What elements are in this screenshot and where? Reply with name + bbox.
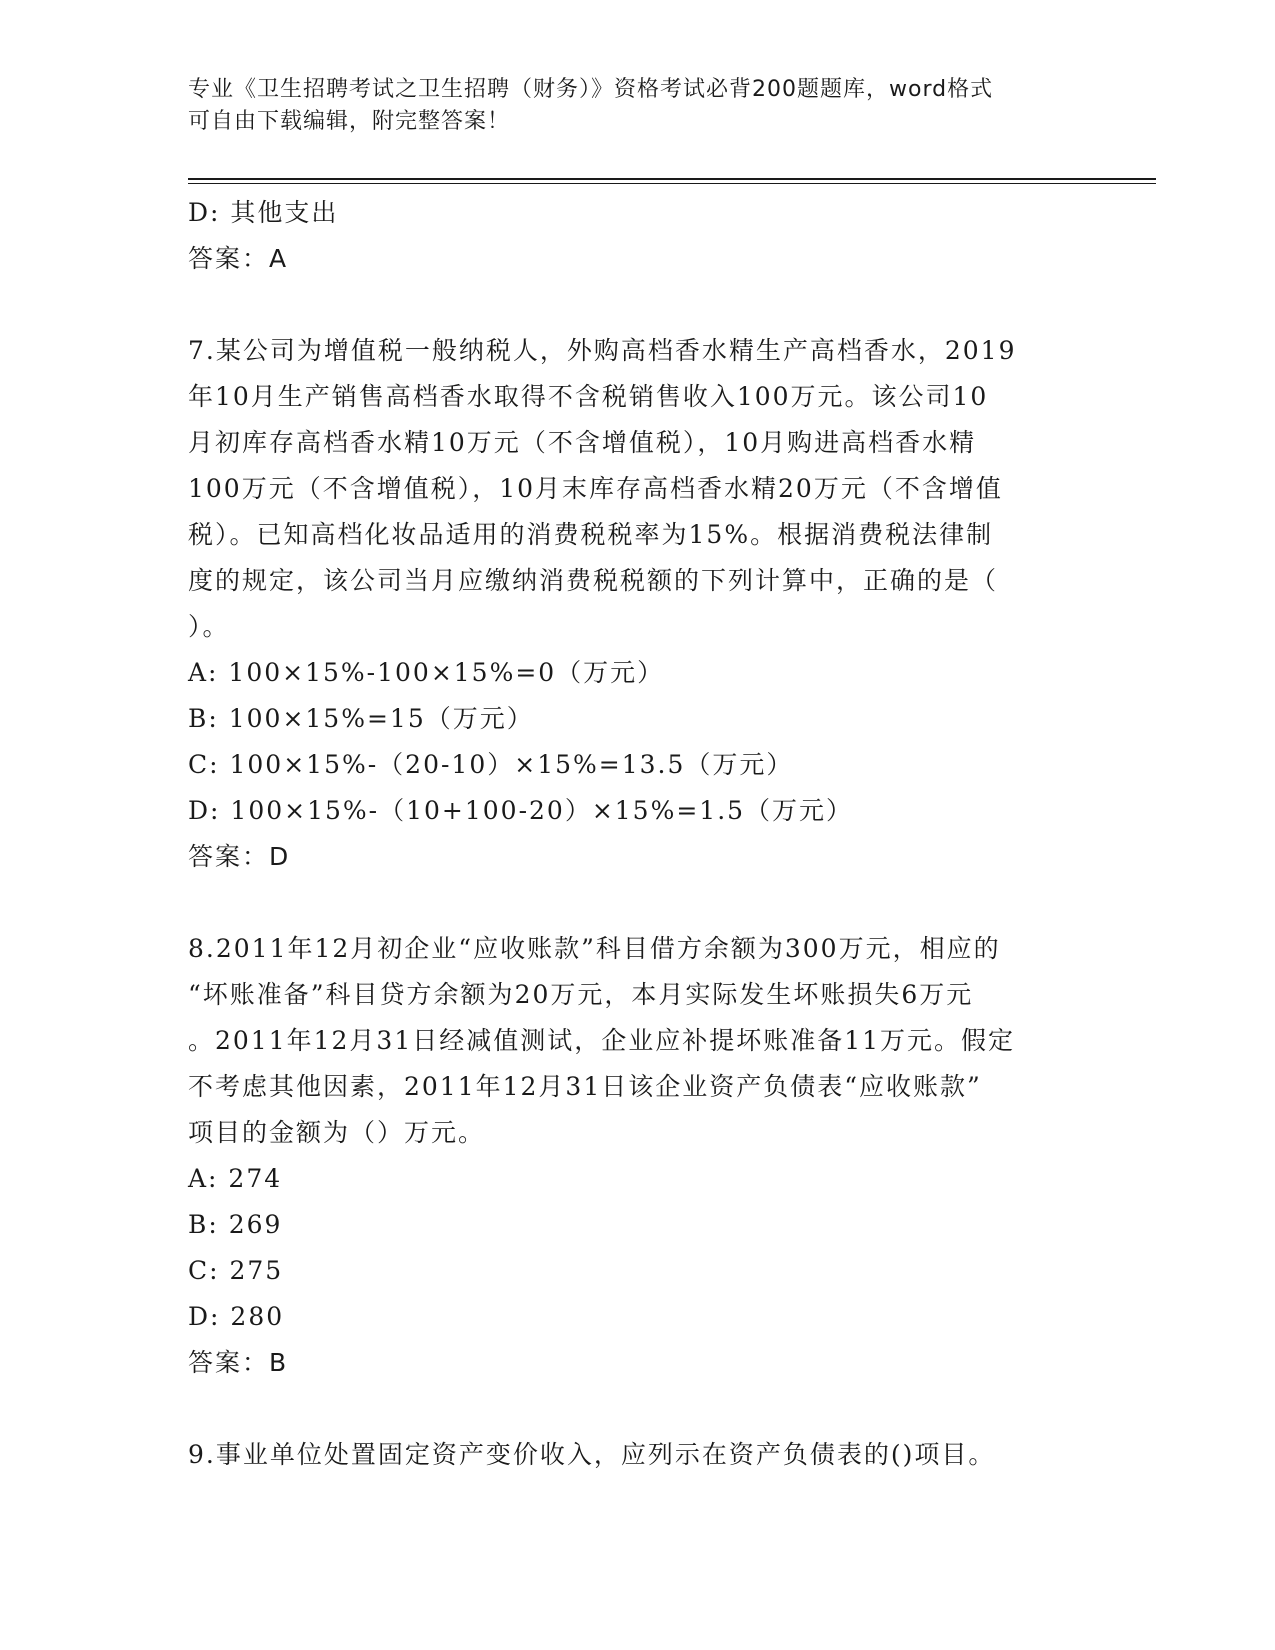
option-line: D: 其他支出 (188, 198, 339, 227)
option-line: B: 269 (188, 1210, 283, 1239)
option-line: A: 274 (188, 1164, 283, 1193)
question-line: 不考虑其他因素，2011年12月31日该企业资产负债表“应收账款” (188, 1072, 982, 1101)
option-line: C: 100×15%-（20-10）×15%=13.5（万元） (188, 750, 794, 779)
option-line: B: 100×15%=15（万元） (188, 704, 534, 733)
question-line: 9.事业单位处置固定资产变价收入，应列示在资产负债表的()项目。 (188, 1440, 996, 1469)
answer-line: 答案：A (188, 244, 289, 273)
question-line: 税）。已知高档化妆品适用的消费税税率为15%。根据消费税法律制 (188, 520, 994, 549)
header-rule-thick (188, 178, 1156, 180)
header-rule-thin (188, 183, 1156, 184)
question-line: “坏账准备”科目贷方余额为20万元，本月实际发生坏账损失6万元 (188, 980, 974, 1009)
document-body (188, 190, 1088, 1478)
question-line: 月初库存高档香水精10万元（不含增值税），10月购进高档香水精 (188, 428, 977, 457)
question-line: 100万元（不含增值税），10月末库存高档香水精20万元（不含增值 (188, 474, 1003, 503)
document-header (188, 74, 1088, 138)
header-line: 专业《卫生招聘考试之卫生招聘（财务）》资格考试必背200题题库，word格式 (188, 77, 994, 102)
option-line: D: 280 (188, 1302, 285, 1331)
paragraph-spacer (188, 880, 1088, 926)
question-line: 年10月生产销售高档香水取得不含税销售收入100万元。该公司10 (188, 382, 989, 411)
header-line: 可自由下载编辑，附完整答案！ (188, 109, 511, 134)
question-line: 度的规定，该公司当月应缴纳消费税税额的下列计算中，正确的是（ (188, 566, 999, 595)
paragraph-spacer (188, 1386, 1088, 1432)
question-line: ）。 (188, 612, 230, 641)
question-line: 。2011年12月31日经减值测试，企业应补提坏账准备11万元。假定 (188, 1026, 1016, 1055)
answer-line: 答案：B (188, 1348, 289, 1377)
paragraph-spacer (188, 282, 1088, 328)
option-line: C: 275 (188, 1256, 284, 1285)
option-line: A: 100×15%-100×15%=0（万元） (188, 658, 665, 687)
question-line: 项目的金额为（）万元。 (188, 1118, 486, 1147)
question-line: 8.2011年12月初企业“应收账款”科目借方余额为300万元，相应的 (188, 934, 1001, 963)
option-line: D: 100×15%-（10+100-20）×15%=1.5（万元） (188, 796, 854, 825)
question-line: 7.某公司为增值税一般纳税人，外购高档香水精生产高档香水，2019 (188, 336, 1017, 365)
answer-line: 答案：D (188, 842, 291, 871)
